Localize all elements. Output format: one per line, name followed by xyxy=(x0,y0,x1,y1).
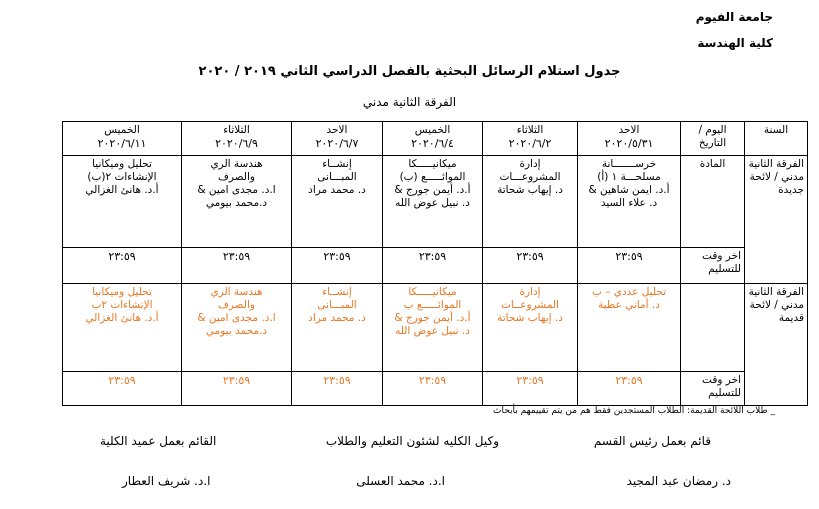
vice-dean-title: وكيل الكليه لشئون التعليم والطلاب xyxy=(325,434,499,448)
col-daydate: اليوم / التاريخ xyxy=(681,122,745,156)
deadline-cell: ٢٣:٥٩ xyxy=(578,372,681,406)
subject-cell: ميكانيـــــكا الموائـــــع ب أ.د. أيمن جورج & د. نبيل عوض الله xyxy=(383,284,483,372)
col-year: السنة xyxy=(745,122,808,156)
subject-cell: إدارة المشروعـــات د. إيهاب شحاتة xyxy=(483,156,578,248)
vice-dean-name: ا.د. محمد العسلى xyxy=(356,474,445,488)
deadline-cell: ٢٣:٥٩ xyxy=(383,248,483,284)
deadline-cell: ٢٣:٥٩ xyxy=(63,372,182,406)
subject-cell: هندسة الري والصرف ا.د. مجدى امين & د.محمد بيومي xyxy=(182,156,292,248)
day-name: الخميس xyxy=(104,124,140,136)
deadline-cell: ٢٣:٥٩ xyxy=(182,248,292,284)
dept-head-title: قائم بعمل رئيس القسم xyxy=(593,434,711,448)
deadline-cell: ٢٣:٥٩ xyxy=(292,248,383,284)
deadline-cell: ٢٣:٥٩ xyxy=(63,248,182,284)
deadline-row xyxy=(63,248,808,284)
dept-head-name: د. رمضان عبد المجيد xyxy=(626,474,731,488)
subject-cell: خرســـــــانة مسلحـــة ١ (أ) أ.د. ايمن شاهين & د. علاء السيد xyxy=(578,156,681,248)
year-cell: الفرقة الثانية مدني / لائحة جديدة xyxy=(745,156,808,284)
day-header xyxy=(383,122,483,156)
day-name: الاحد xyxy=(326,124,348,136)
university-name: جامعة الفيوم xyxy=(695,10,773,24)
day-header xyxy=(182,122,292,156)
deadline-label: اخر وقت للتسليم xyxy=(681,248,745,284)
day-header xyxy=(578,122,681,156)
day-date: ٢٠٢٠/٦/٤ xyxy=(411,137,454,150)
dean-name: ا.د. شريف العطار xyxy=(122,474,211,488)
deadline-cell: ٢٣:٥٩ xyxy=(383,372,483,406)
header-row xyxy=(63,122,808,156)
deadline-cell: ٢٣:٥٩ xyxy=(182,372,292,406)
day-name: الاحد xyxy=(618,124,640,136)
day-name: الثلاثاء xyxy=(223,124,250,136)
footnote: _ طلاب اللائحة القديمة: الطلاب المستجدين فقط هم من يتم تقييمهم بأبحاث xyxy=(493,406,775,416)
deadline-row xyxy=(63,372,808,406)
subject-cell: إدارة المشروعــات د. إيهاب شحاتة xyxy=(483,284,578,372)
schedule-table xyxy=(62,121,808,406)
page-subtitle: الفرقة الثانية مدني xyxy=(362,95,457,109)
subject-row xyxy=(63,284,808,372)
subject-cell: تحليل وميكانيا الإنشاءات ٢(ب) أ.د. هانئ الغزالي xyxy=(63,156,182,248)
day-date: ٢٠٢٠/٦/٢ xyxy=(508,137,552,150)
subject-cell: ميكانيـــــكا الموائـــــع (ب) أ.د. أيمن جورج & د. نبيل عوض الله xyxy=(383,156,483,248)
year-cell: الفرقة الثانية مدني / لائحة قديمة xyxy=(745,284,808,406)
day-date: ٢٠٢٠/٦/١١ xyxy=(97,137,147,150)
day-header xyxy=(292,122,383,156)
subject-label xyxy=(681,284,745,372)
day-header xyxy=(63,122,182,156)
subject-label: المادة xyxy=(681,156,745,248)
subject-cell: إنشــاء المبـــانى د. محمد مراد xyxy=(292,284,383,372)
page-title: جدول استلام الرسائل البحثية بالفصل الدراسي الثاني ٢٠١٩ / ٢٠٢٠ xyxy=(198,64,621,79)
day-header xyxy=(483,122,578,156)
faculty-name: كلية الهندسة xyxy=(697,36,773,50)
deadline-label: اخر وقت للتسليم xyxy=(681,372,745,406)
subject-cell: تحليل عددي – ب د. أماني عطية xyxy=(578,284,681,372)
day-date: ٢٠٢٠/٥/٣١ xyxy=(604,137,654,150)
day-name: الخميس xyxy=(414,124,451,136)
subject-row xyxy=(63,156,808,248)
day-date: ٢٠٢٠/٦/٩ xyxy=(215,137,258,150)
day-name: الثلاثاء xyxy=(516,124,544,136)
day-date: ٢٠٢٠/٦/٧ xyxy=(315,137,359,150)
subject-cell: هندسة الري والصرف ا.د. مجدى امين & د.محمد بيومي xyxy=(182,284,292,372)
subject-cell: إنشــاء المبـــانى د. محمد مراد xyxy=(292,156,383,248)
deadline-cell: ٢٣:٥٩ xyxy=(578,248,681,284)
deadline-cell: ٢٣:٥٩ xyxy=(483,372,578,406)
subject-cell: تحليل وميكانيا الإنشاءات ٢ب أ.د. هانئ الغزالي xyxy=(63,284,182,372)
deadline-cell: ٢٣:٥٩ xyxy=(483,248,578,284)
dean-title: القائم بعمل عميد الكلية xyxy=(100,434,217,448)
deadline-cell: ٢٣:٥٩ xyxy=(292,372,383,406)
